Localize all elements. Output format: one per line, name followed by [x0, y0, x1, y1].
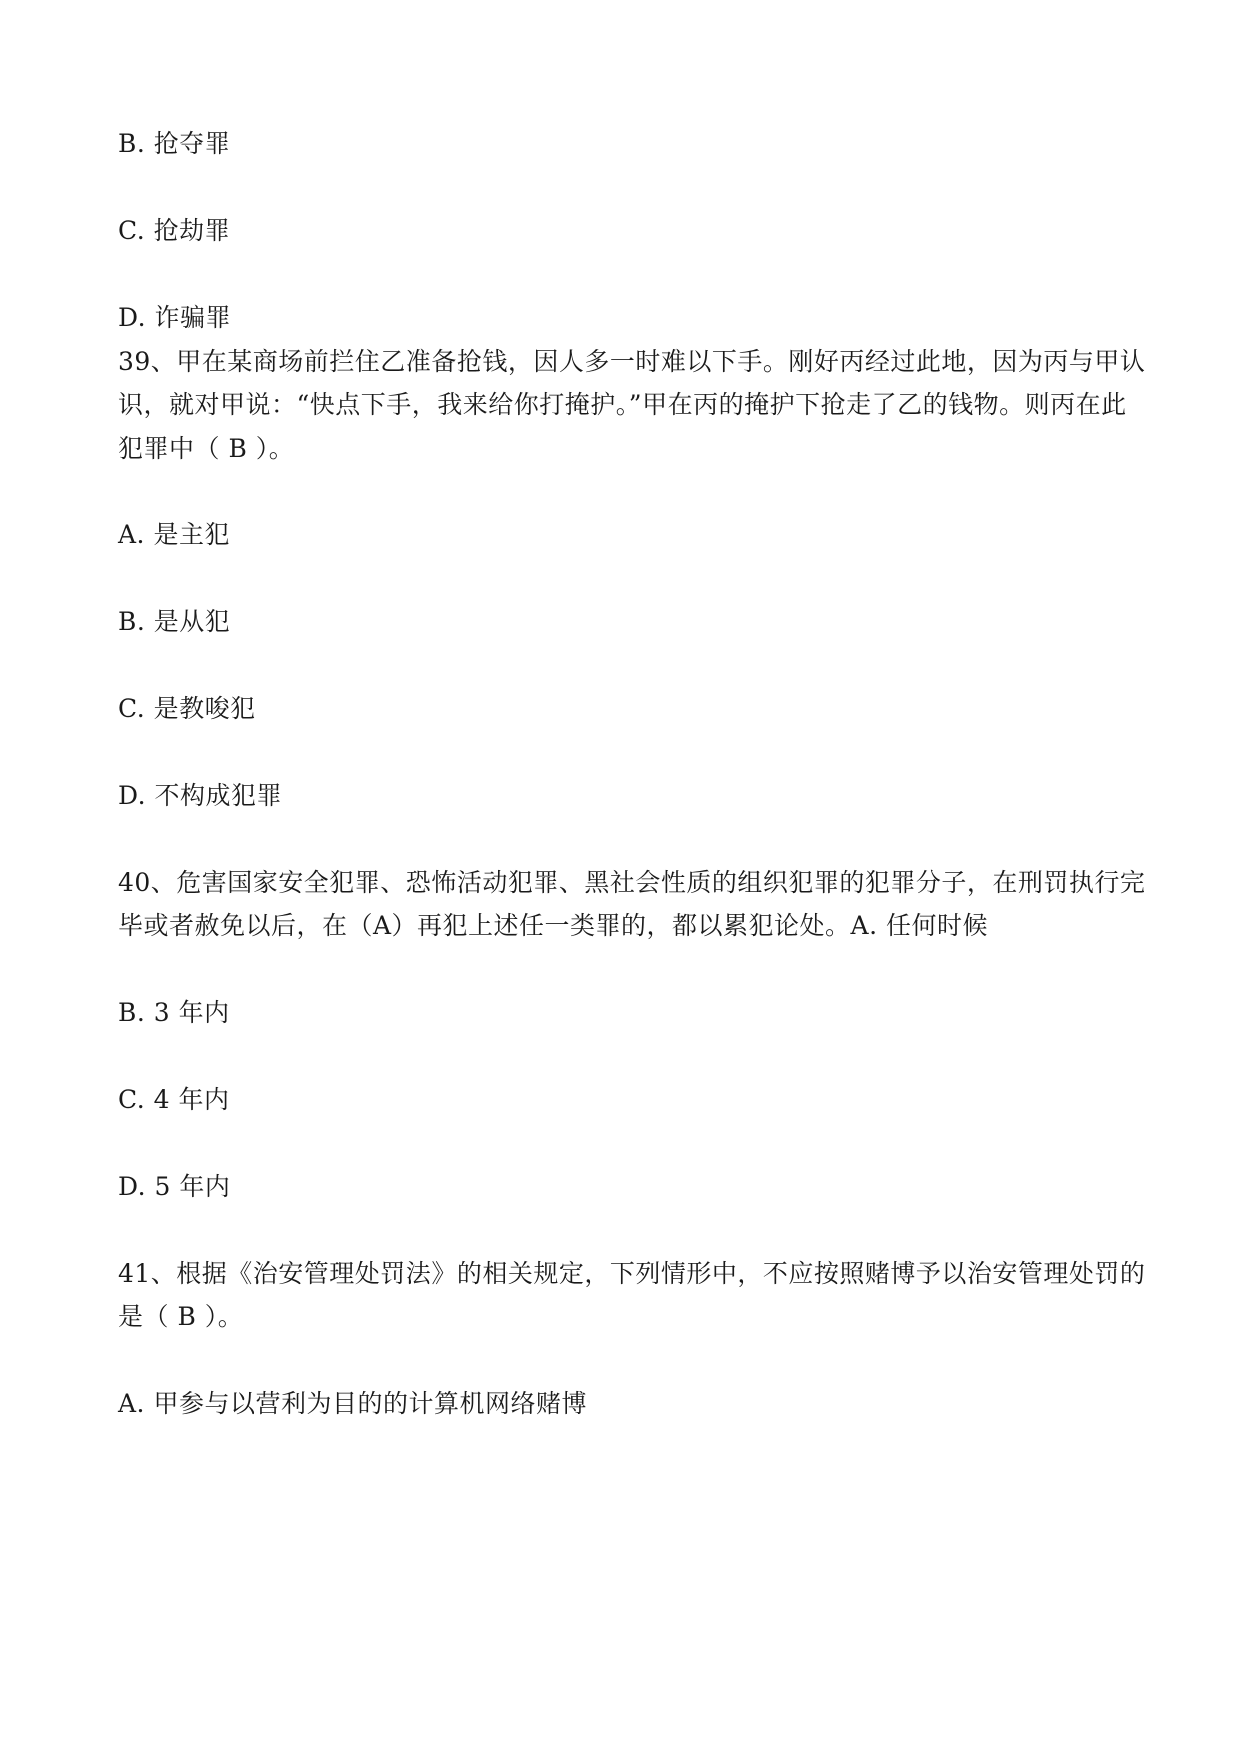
option-d-q40: D. 5 年内 [118, 1172, 231, 1201]
question-39-line-1: 39、甲在某商场前拦住乙准备抢钱，因人多一时难以下手。刚好丙经过此地，因为丙与甲认 [118, 347, 1146, 376]
option-b-q39: B. 是从犯 [118, 607, 231, 636]
option-a-q39: A. 是主犯 [118, 520, 230, 549]
option-c-q38: C. 抢劫罪 [118, 216, 231, 245]
question-40-line-1: 40、危害国家安全犯罪、恐怖活动犯罪、黑社会性质的组织犯罪的犯罪分子，在刑罚执行完 [118, 868, 1146, 897]
option-b-q40: B. 3 年内 [118, 998, 230, 1027]
question-40-line-2: 毕或者赦免以后，在（A）再犯上述任一类罪的，都以累犯论处。A. 任何时候 [118, 911, 989, 940]
option-d-q38: D. 诈骗罪 [118, 303, 232, 332]
question-39-line-3: 犯罪中（ B ）。 [118, 434, 295, 463]
option-b-q38: B. 抢夺罪 [118, 129, 231, 158]
question-41-line-1: 41、根据《治安管理处罚法》的相关规定，下列情形中，不应按照赌博予以治安管理处罚的 [118, 1259, 1146, 1288]
option-a-q41: A. 甲参与以营利为目的的计算机网络赌博 [118, 1389, 587, 1418]
option-d-q39: D. 不构成犯罪 [118, 781, 283, 810]
option-c-q40: C. 4 年内 [118, 1085, 230, 1114]
option-c-q39: C. 是教唆犯 [118, 694, 256, 723]
question-41-line-2: 是（ B ）。 [118, 1302, 244, 1331]
question-39-line-2: 识，就对甲说：“快点下手，我来给你打掩护。”甲在丙的掩护下抢走了乙的钱物。则丙在此 [118, 390, 1127, 419]
